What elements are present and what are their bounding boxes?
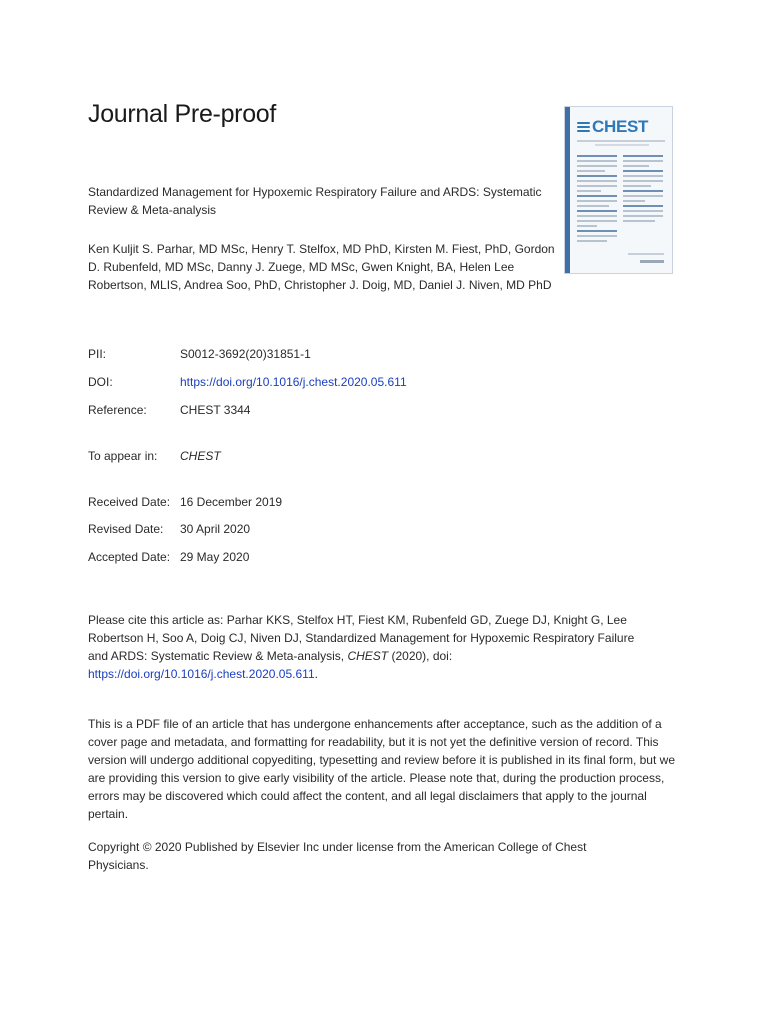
cover-footer-line (628, 253, 664, 255)
received-date-value: 16 December 2019 (180, 495, 283, 509)
revised-date-value: 30 April 2020 (180, 522, 251, 536)
chest-logo (577, 117, 648, 137)
accepted-date-value: 29 May 2020 (180, 550, 250, 564)
cover-logo-text: CHEST (592, 117, 649, 136)
citation-text: Please cite this article as: Parhar KKS, Stelfox HT, Fiest KM, Rubenfeld GD, Zuege DJ, Knight G, Lee Robertson H, Soo A, Doig CJ, Niven DJ, Standardized Management for Hypoxemic Respiratory Failure and ARDS: Systematic Review & Meta-analysis, (88, 613, 635, 663)
copyright-notice: Copyright © 2020 Published by Elsevier Inc under license from the American College of Chest Physicians. (88, 840, 587, 872)
pii-label: PII: (88, 347, 107, 361)
author-list: Ken Kuljit S. Parhar, MD MSc, Henry T. Stelfox, MD PhD, Kirsten M. Fiest, PhD, Gordon D. Rubenfeld, MD MSc, Danny J. Zuege, MD MSc, Gwen Knight, BA, Helen Lee Robertson, MLIS, Andrea Soo, PhD, Christopher J. Doig, MD, Daniel J. Niven, MD PhD (88, 242, 555, 292)
reference-value: CHEST 3344 (180, 403, 251, 417)
revised-date-label: Revised Date: (88, 522, 164, 536)
citation-year-doi: (2020), doi: (391, 649, 453, 663)
citation-paragraph (88, 611, 653, 683)
accepted-date-label: Accepted Date: (88, 550, 171, 564)
page-title: Journal Pre-proof (88, 100, 277, 128)
doi-label: DOI: (88, 375, 113, 389)
appear-in-label: To appear in: (88, 449, 158, 463)
pii-value: S0012-3692(20)31851-1 (180, 347, 311, 361)
appear-in-journal: CHEST (180, 449, 221, 463)
reference-label: Reference: (88, 403, 147, 417)
cover-subtitle-line (577, 140, 665, 142)
citation-end: . (314, 667, 318, 681)
cover-subtitle-line (595, 144, 649, 146)
cover-contents-column (577, 155, 617, 245)
citation-journal: CHEST (347, 649, 389, 663)
preproof-notice: This is a PDF file of an article that has undergone enhancements after acceptance, such as the addition of a cover page and metadata, and formatting for readability, but it is not yet the definitive version of record. This version will undergo additional copyediting, typesetting and review before it is published in its final form, but we are providing this version to give early visibility of the article. Please note that, during the production process, errors may be discovered which could affect the content, and all legal disclaimers that apply to the journal pertain. (88, 717, 675, 821)
received-date-label: Received Date: (88, 495, 171, 509)
chest-logo-icon (577, 121, 590, 134)
article-title: Standardized Management for Hypoxemic Respiratory Failure and ARDS: Systematic Review & Meta-analysis (88, 185, 542, 217)
doi-link[interactable]: https://doi.org/10.1016/j.chest.2020.05.611 (180, 375, 407, 389)
citation-doi-link[interactable]: https://doi.org/10.1016/j.chest.2020.05.611 (88, 667, 315, 681)
journal-cover-thumbnail[interactable] (564, 106, 673, 274)
cover-contents-column (623, 155, 663, 225)
cover-barcode (640, 260, 664, 263)
